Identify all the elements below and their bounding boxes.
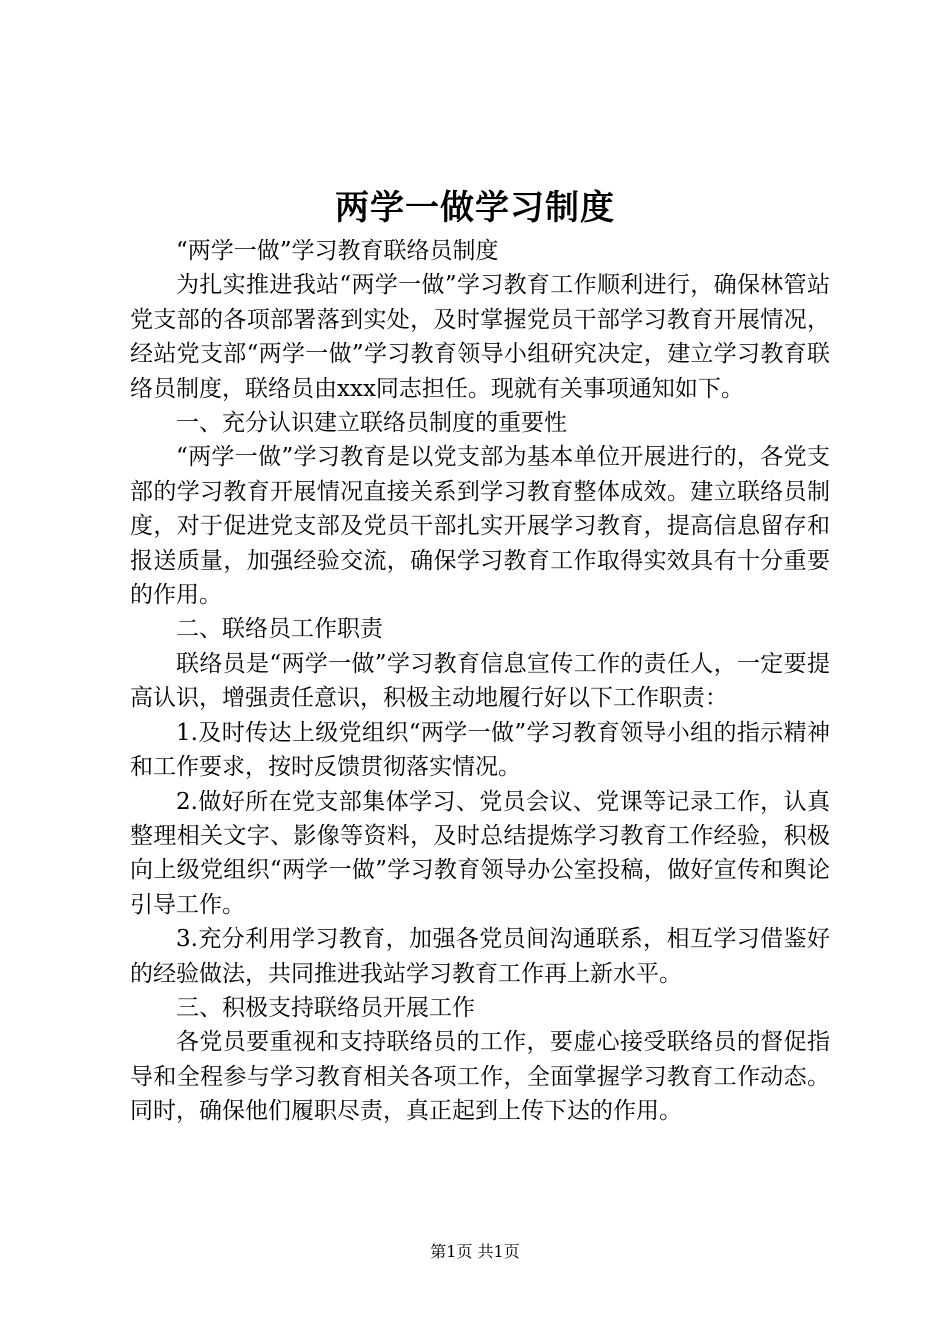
list-item-2: 2.做好所在党支部集体学习、党员会议、党课等记录工作，认真整理相关文字、影像等资料，及时总结提炼学习教育工作经验，积极向上级党组织“两学一做”学习教育领导办公室投稿，做好宣传和舆论引导工作。 xyxy=(130,788,830,918)
paragraph-section-1: “两学一做”学习教育是以党支部为基本单位开展进行的，各党支部的学习教育开展情况直接关系到学习教育整体成效。建立联络员制度，对于促进党支部及党员干部扎实开展学习教育，提高信息留存和报送质量，加强经验交流，确保学习教育工作取得实效具有十分重要的作用。 xyxy=(130,444,830,609)
list-item-1: 1.及时传达上级党组织“两学一做”学习教育领导小组的指示精神和工作要求，按时反馈贯彻落实情况。 xyxy=(130,719,830,781)
page-number-footer: 第1页 共1页 xyxy=(430,1242,520,1261)
paragraph-subtitle: “两学一做”学习教育联络员制度 xyxy=(176,238,499,264)
document-title: 两学一做学习制度 xyxy=(335,188,615,228)
paragraph-intro: 为扎实推进我站“两学一做”学习教育工作顺利进行，确保林管站党支部的各项部署落到实处，及时掌握党员干部学习教育开展情况，经站党支部“两学一做”学习教育领导小组研究决定，建立学习教育联络员制度，联络员由xxx同志担任。现就有关事项通知如下。 xyxy=(130,272,830,402)
section-heading-1: 一、充分认识建立联络员制度的重要性 xyxy=(176,410,567,437)
paragraph-section-2: 联络员是“两学一做”学习教育信息宣传工作的责任人，一定要提高认识，增强责任意识，积极主动地履行好以下工作职责： xyxy=(130,650,830,712)
paragraph-section-3: 各党员要重视和支持联络员的工作，要虚心接受联络员的督促指导和全程参与学习教育相关各项工作，全面掌握学习教育工作动态。同时，确保他们履职尽责，真正起到上传下达的作用。 xyxy=(130,1029,830,1125)
document-body xyxy=(130,234,830,1129)
section-heading-2: 二、联络员工作职责 xyxy=(176,616,383,643)
section-heading-3: 三、积极支持联络员开展工作 xyxy=(176,994,475,1021)
list-item-3: 3.充分利用学习教育，加强各党员间沟通联系，相互学习借鉴好的经验做法，共同推进我站学习教育工作再上新水平。 xyxy=(130,926,830,987)
